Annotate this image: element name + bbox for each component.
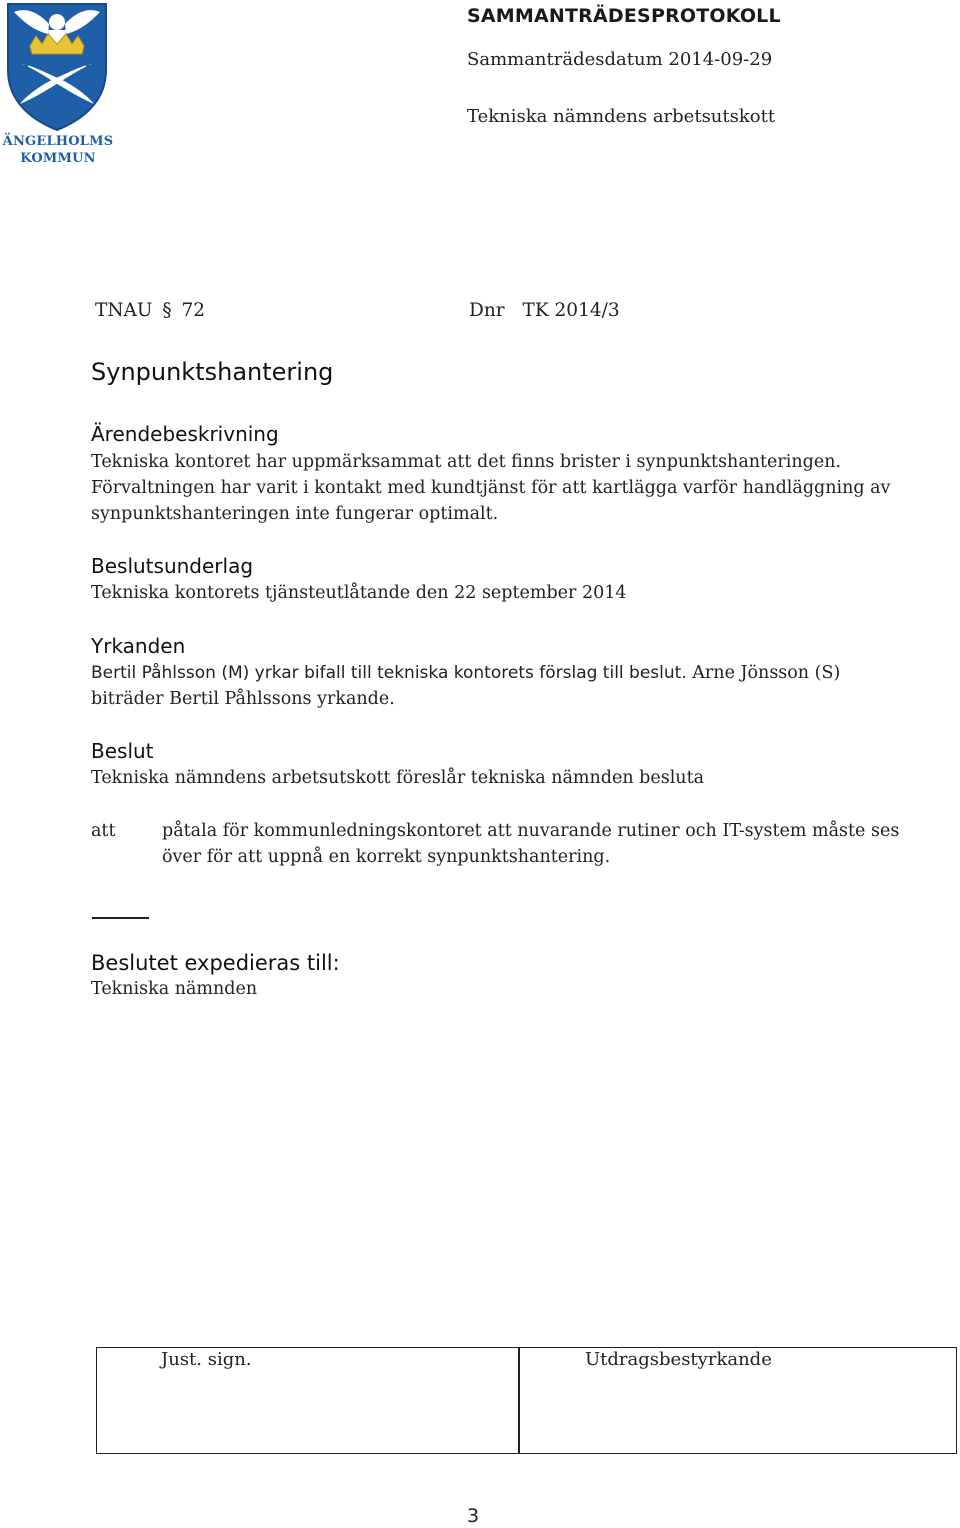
description-line-2: Förvaltningen har varit i kontakt med kundtjänst för att kartlägga varför handläggning av (91, 478, 891, 498)
dispatch-recipient: Tekniska nämnden (91, 979, 258, 999)
dnr-label: Dnr (469, 300, 505, 321)
page-number: 3 (467, 1505, 480, 1527)
paragraph-prefix: TNAU (95, 300, 153, 321)
motions-heading: Yrkanden (91, 634, 186, 658)
dnr-value: TK 2014/3 (522, 300, 620, 321)
municipal-coat-of-arms-icon (2, 0, 112, 170)
decision-item-line-1: påtala för kommunledningskontoret att nuvarande rutiner och IT-system måste ses (162, 821, 900, 841)
logo-line-2: KOMMUN (20, 151, 96, 166)
dnr-reference (469, 300, 620, 321)
motions-line-2: biträder Bertil Påhlssons yrkande. (91, 689, 395, 709)
committee-name: Tekniska nämndens arbetsutskott (467, 106, 776, 127)
meeting-date: Sammanträdesdatum 2014-09-29 (467, 49, 773, 70)
decision-item-label: att (91, 821, 116, 841)
signature-box (96, 1347, 957, 1454)
description-heading: Ärendebeskrivning (91, 422, 279, 446)
decision-heading: Beslut (91, 739, 154, 763)
motions-line-1 (91, 663, 840, 683)
section-divider (92, 917, 149, 919)
motions-line-1-part-b: Arne Jönsson (S) (686, 663, 841, 683)
description-line-3: synpunktshanteringen inte fungerar optimalt. (91, 504, 499, 524)
paragraph-number: 72 (181, 300, 206, 321)
paragraph-symbol: § (162, 300, 172, 321)
decision-item-line-2: över för att uppnå en korrekt synpunktshantering. (162, 847, 611, 867)
page-title: Synpunktshantering (91, 358, 334, 386)
logo-line-1: ÄNGELHOLMS (2, 134, 114, 149)
document-type-title: SAMMANTRÄDESPROTOKOLL (467, 5, 781, 27)
motions-line-1-part-a: Bertil Påhlsson (M) yrkar bifall till tekniska kontorets förslag till beslut. (91, 663, 687, 683)
signature-label-extract-certification: Utdragsbestyrkande (585, 1349, 772, 1370)
basis-heading: Beslutsunderlag (91, 554, 254, 578)
signature-box-divider (518, 1348, 520, 1453)
description-line-1: Tekniska kontoret har uppmärksammat att det finns brister i synpunktshanteringen. (91, 452, 842, 472)
decision-intro: Tekniska nämndens arbetsutskott föreslår tekniska nämnden besluta (91, 768, 705, 788)
signature-label-just-sign: Just. sign. (161, 1349, 252, 1370)
basis-text: Tekniska kontorets tjänsteutlåtande den 22 september 2014 (91, 583, 627, 603)
paragraph-reference (95, 300, 205, 321)
coat-of-arms-shield-icon (2, 0, 112, 132)
dispatch-heading: Beslutet expedieras till: (91, 951, 340, 975)
